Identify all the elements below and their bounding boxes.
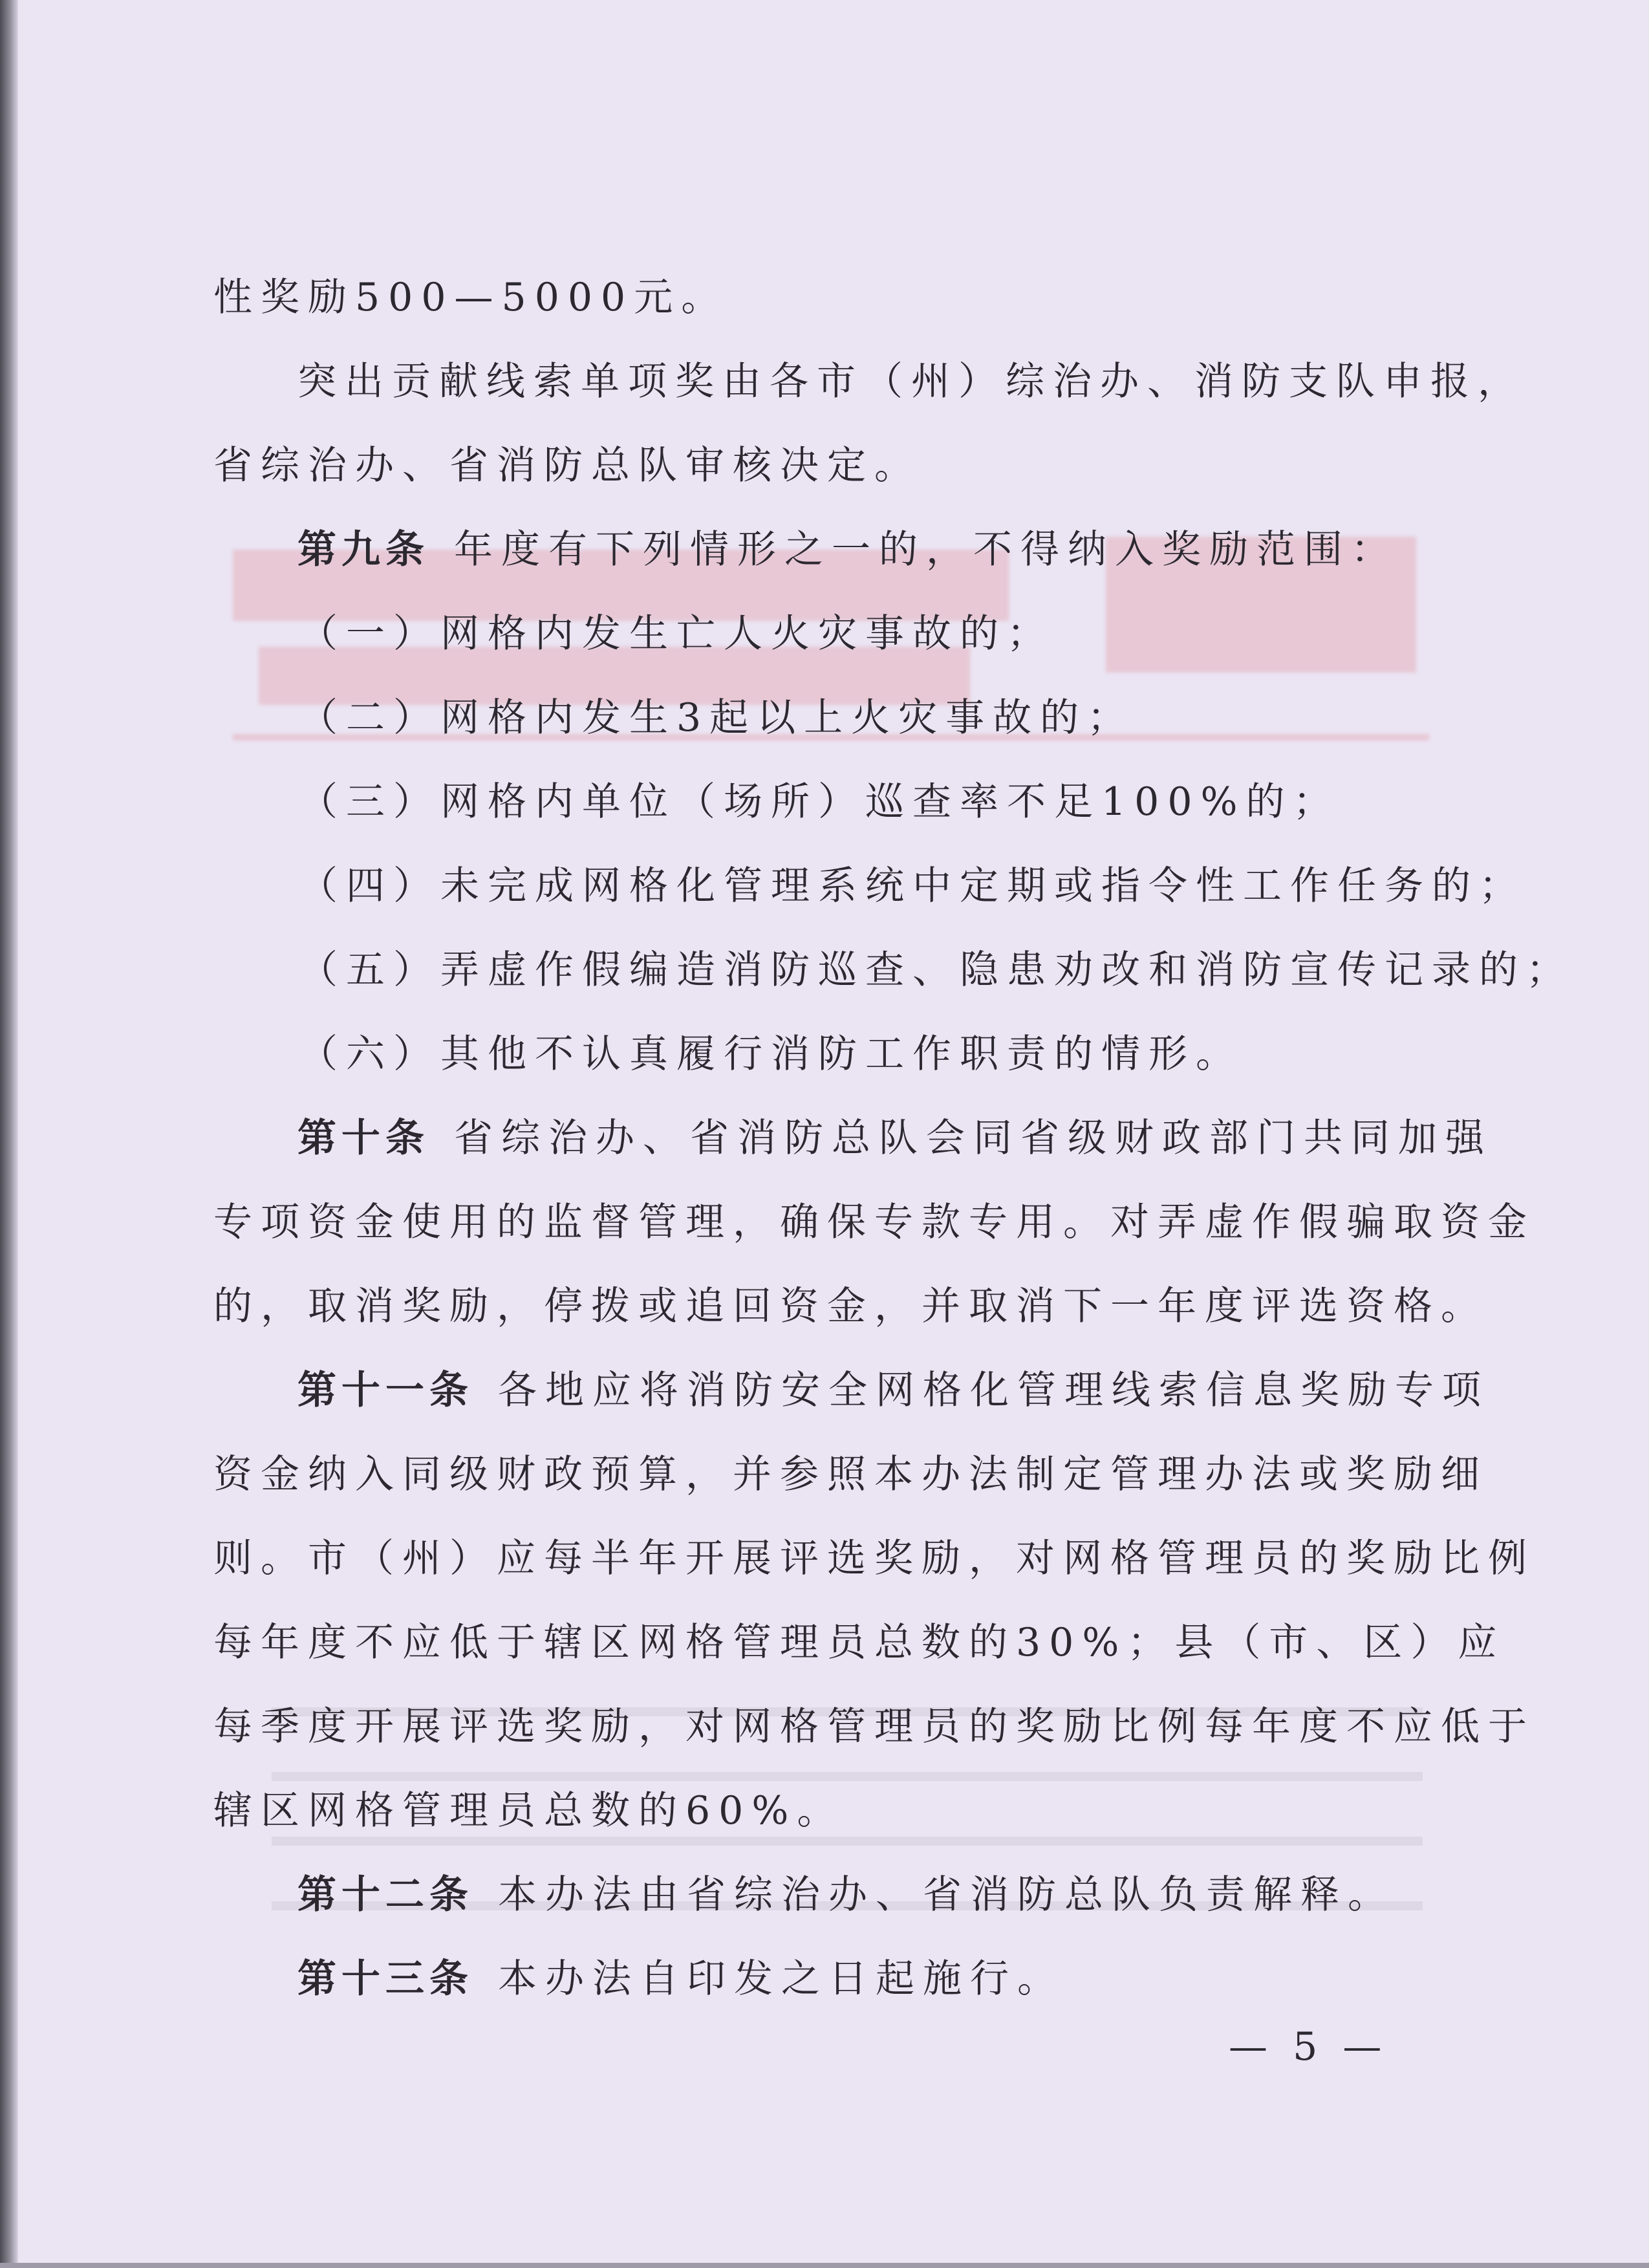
paragraph	[213, 340, 1525, 424]
list-item-text: （六）其他不认真履行消防工作职责的情形。	[299, 1031, 1243, 1077]
paragraph-text: 省综治办、省消防总队会同省级财政部门共同加强	[454, 1116, 1493, 1161]
paragraph-continuation	[213, 1517, 1535, 1601]
paragraph-text: 每年度不应低于辖区网格管理员总数的30%；县（市、区）应	[213, 1620, 1505, 1665]
paragraph-continuation	[213, 1264, 1488, 1348]
article-heading: 第十三条	[297, 1956, 473, 2002]
article-heading: 第十一条	[297, 1368, 473, 1413]
list-item	[213, 844, 1526, 928]
paragraph-text: 省综治办、省消防总队审核决定。	[213, 443, 921, 488]
list-item	[213, 928, 1573, 1012]
paragraph-text: 本办法自印发之日起施行。	[498, 1956, 1064, 2002]
article-heading: 第九条	[297, 527, 429, 572]
list-item-text: （二）网格内发生3起以上火灾事故的；	[299, 695, 1135, 740]
paragraph-text: 年度有下列情形之一的，不得纳入奖励范围：	[454, 527, 1398, 572]
paragraph-continuation	[213, 1601, 1505, 1685]
paragraph-text: 各地应将消防安全网格化管理线索信息奖励专项	[498, 1368, 1489, 1413]
paragraph-text: 则。市（州）应每半年开展评选奖励，对网格管理员的奖励比例	[213, 1536, 1535, 1581]
paragraph-continuation	[213, 255, 1432, 340]
list-item	[213, 592, 1432, 676]
paragraph-text: 突出贡献线索单项奖由各市（州）综治办、消防支队申报，	[297, 359, 1525, 404]
article-13	[213, 1937, 1432, 2021]
paragraph-continuation	[213, 424, 1432, 508]
list-item	[213, 676, 1432, 760]
list-item-text: （四）未完成网格化管理系统中定期或指令性工作任务的；	[299, 863, 1526, 909]
paragraph-text: 的，取消奖励，停拨或追回资金，并取消下一年度评选资格。	[213, 1284, 1488, 1329]
list-item	[213, 1012, 1432, 1096]
paragraph-text: 专项资金使用的监督管理，确保专款专用。对弄虚作假骗取资金	[213, 1200, 1535, 1245]
article-12	[213, 1853, 1432, 1937]
paragraph-text: 性奖励500—5000元。	[213, 275, 729, 320]
list-item-text: （一）网格内发生亡人火灾事故的；	[299, 611, 1054, 656]
page-number: — 5 —	[1229, 2024, 1388, 2069]
paragraph-continuation	[213, 1685, 1535, 1769]
scan-shadow-edge	[0, 0, 18, 2268]
article-9	[213, 508, 1432, 592]
document-body	[213, 255, 1573, 2021]
paragraph-text: 资金纳入同级财政预算，并参照本办法制定管理办法或奖励细	[213, 1452, 1488, 1497]
paragraph-text: 本办法由省综治办、省消防总队负责解释。	[498, 1872, 1395, 1917]
article-11	[213, 1348, 1489, 1432]
list-item-text: （三）网格内单位（场所）巡查率不足100%的；	[299, 779, 1341, 825]
paragraph-text: 辖区网格管理员总数的60%。	[213, 1788, 845, 1833]
paragraph-text: 每季度开展评选奖励，对网格管理员的奖励比例每年度不应低于	[213, 1704, 1535, 1749]
list-item	[213, 760, 1432, 844]
scan-bottom-edge	[0, 2263, 1649, 2268]
paragraph-continuation	[213, 1432, 1488, 1517]
list-item-text: （五）弄虚作假编造消防巡查、隐患劝改和消防宣传记录的；	[299, 947, 1573, 993]
article-10	[213, 1096, 1493, 1180]
paragraph-continuation	[213, 1769, 1432, 1853]
paragraph-continuation	[213, 1180, 1535, 1264]
article-heading: 第十条	[297, 1116, 429, 1161]
article-heading: 第十二条	[297, 1872, 473, 1917]
